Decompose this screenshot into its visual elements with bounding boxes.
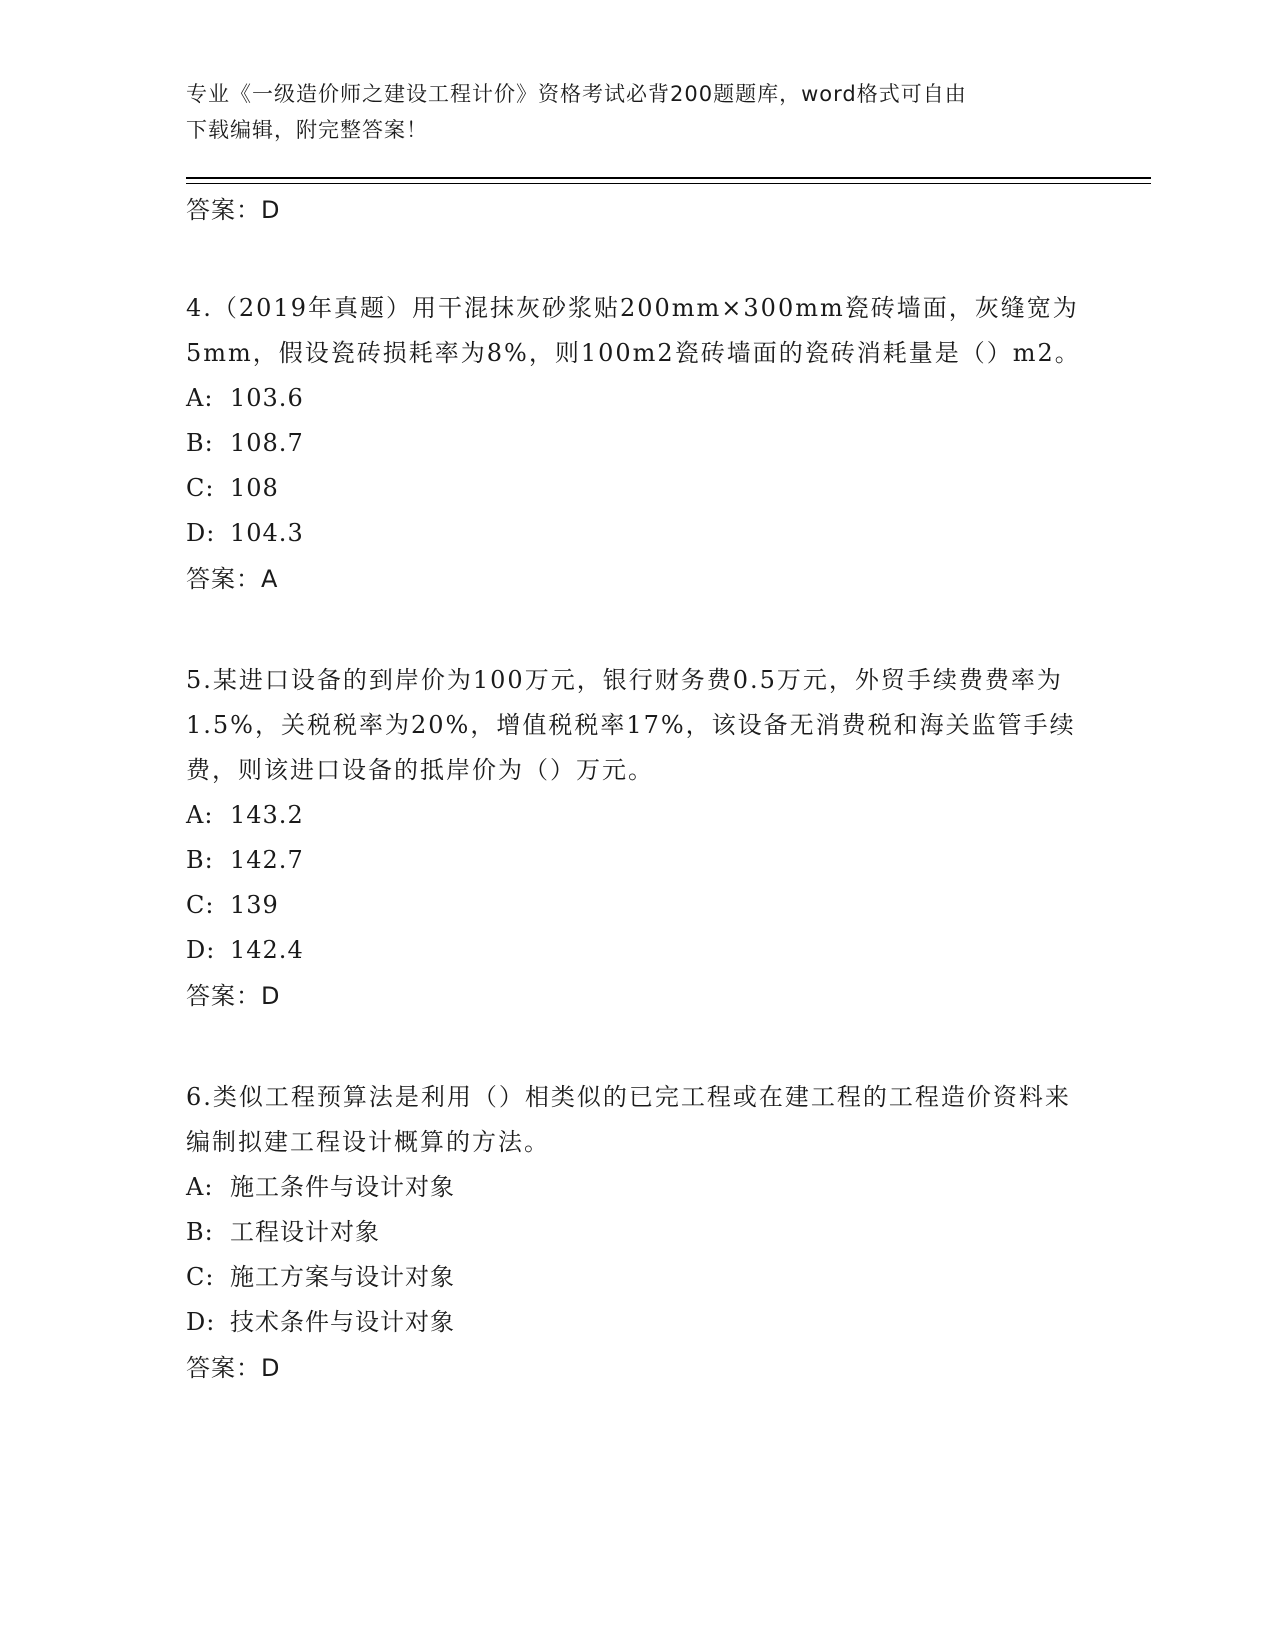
header-divider-thin: [186, 183, 1151, 184]
option-letter: A:: [186, 801, 214, 829]
header-divider-thick: [186, 177, 1151, 179]
answer-line: 答案：D: [186, 1354, 281, 1382]
option-text: 103.6: [230, 384, 304, 412]
option-b: [186, 838, 1096, 883]
header-line-1: 专业《一级造价师之建设工程计价》资格考试必背200题题库，word格式可自由: [186, 82, 967, 106]
question-block-4: [186, 286, 1096, 602]
option-text: 技术条件与设计对象: [230, 1308, 455, 1336]
option-a: [186, 376, 1096, 421]
answer-line: 答案：D: [186, 982, 281, 1010]
option-letter: D:: [186, 519, 216, 547]
question-text: 4.（2019年真题）用干混抹灰砂浆贴200mm×300mm瓷砖墙面，灰缝宽为5mm，假设瓷砖损耗率为8%，则100m2瓷砖墙面的瓷砖消耗量是（）m2。: [186, 294, 1081, 367]
option-letter: A:: [186, 1173, 214, 1201]
question-list: [186, 190, 1096, 1391]
option-a: [186, 1165, 1096, 1210]
document-header: [186, 76, 1086, 148]
option-text: 104.3: [230, 519, 304, 547]
option-text: 施工方案与设计对象: [230, 1263, 455, 1291]
header-line-2: 下载编辑，附完整答案！: [186, 118, 428, 142]
option-letter: D:: [186, 936, 216, 964]
option-letter: C:: [186, 891, 215, 919]
option-text: 142.4: [230, 936, 304, 964]
question-text: 5.某进口设备的到岸价为100万元，银行财务费0.5万元，外贸手续费费率为1.5%，关税税率为20%，增值税税率17%，该设备无消费税和海关监管手续费，则该进口设备的抵岸价为（）万元。: [186, 666, 1076, 784]
option-text: 142.7: [230, 846, 304, 874]
option-letter: A:: [186, 384, 214, 412]
option-b: [186, 421, 1096, 466]
option-a: [186, 793, 1096, 838]
option-text: 139: [230, 891, 279, 919]
option-c: [186, 466, 1096, 511]
option-letter: C:: [186, 1263, 215, 1291]
option-d: [186, 511, 1096, 556]
question-block-5: [186, 658, 1096, 1019]
option-d: [186, 1300, 1096, 1345]
option-b: [186, 1210, 1096, 1255]
option-text: 施工条件与设计对象: [230, 1173, 455, 1201]
question-block-6: [186, 1075, 1096, 1391]
option-d: [186, 928, 1096, 973]
question-text: 6.类似工程预算法是利用（）相类似的已完工程或在建工程的工程造价资料来编制拟建工程设计概算的方法。: [186, 1083, 1071, 1156]
option-text: 108: [230, 474, 279, 502]
option-letter: B:: [186, 429, 214, 457]
previous-answer: 答案：D: [186, 196, 281, 224]
option-letter: B:: [186, 846, 214, 874]
option-c: [186, 883, 1096, 928]
option-text: 143.2: [230, 801, 304, 829]
answer-line: 答案：A: [186, 565, 279, 593]
option-letter: C:: [186, 474, 215, 502]
option-letter: B:: [186, 1218, 214, 1246]
option-text: 工程设计对象: [230, 1218, 380, 1246]
option-c: [186, 1255, 1096, 1300]
option-text: 108.7: [230, 429, 304, 457]
option-letter: D:: [186, 1308, 216, 1336]
